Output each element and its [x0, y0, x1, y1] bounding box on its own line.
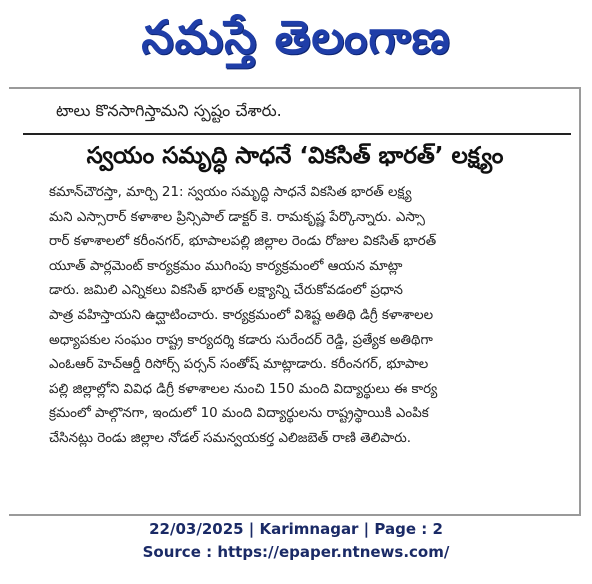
body-line: చేసినట్లు రెండు జిల్లాల నోడల్ సమన్వయకర్త ఎలిజబెత్ రాణి తెలిపారు. [49, 430, 412, 446]
body-line: ఎంఓఆర్ హెచ్ఆర్డీ రిసోర్స్ పర్సన్ సంతోష్ మాట్లాడారు. కరీంనగర్, భూపాల [49, 357, 429, 373]
lead-line: టాలు కొనసాగిస్తామని స్పష్టం చేశారు. [56, 101, 282, 120]
body-line: మని ఎస్సారార్ కళాశాల ప్రిన్సిపాల్ డాక్టర్ కె. రామకృష్ణ పేర్కొన్నారు. ఎస్సా [49, 209, 425, 225]
body-line: పల్లి జిల్లాల్లోని వివిధ డిగ్రీ కళాశాలల నుంచి 150 మంది విద్యార్థులు ఈ కార్య [49, 381, 438, 397]
body-line: యూత్ పార్లమెంట్ కార్యక్రమం ముగింపు కార్యక్రమంలో ఆయన మాట్లా [49, 258, 403, 274]
body-line: డారు. జమిలి ఎన్నికలు వికసిత్ భారత్ లక్ష్యాన్ని చేరుకోవడంలో ప్రధాన [49, 283, 403, 299]
newspaper-logo: నమస్తే తెలంగాణ [141, 10, 451, 64]
article-body [49, 181, 569, 452]
body-line: రార్ కళాశాలలో కరీంనగర్, భూపాలపల్లి జిల్లాల రెండు రోజుల వికసిత్ భారత్ [49, 234, 437, 250]
body-line: క్రమంలో పాల్గొనగా, ఇందులో 10 మంది విద్యార్థులను రాష్ట్రస్థాయికి ఎంపిక [49, 406, 429, 422]
headline-divider [23, 133, 571, 135]
publication-meta: 22/03/2025 | Karimnagar | Page : 2 [149, 520, 443, 538]
body-line: పాత్ర వహిస్తాయని ఉద్ఘాటించారు. కార్యక్రమంలో విశిష్ట అతిథి డిగ్రీ కళాశాలల [49, 307, 434, 323]
body-line: కమాన్‌చౌరస్తా, మార్చి 21: స్వయం సమృద్ధి సాధనే వికసిత భారత్ లక్ష్య [49, 185, 412, 200]
masthead [0, 0, 592, 78]
source-link[interactable]: Source : https://epaper.ntnews.com/ [142, 543, 450, 561]
footer [0, 518, 592, 564]
article-clipping [9, 87, 581, 516]
body-line: అధ్యాపకుల సంఘం రాష్ట్ర కార్యదర్శి కడారు సురేందర్ రెడ్డి, ప్రత్యేక అతిథిగా [49, 332, 433, 348]
article-headline: స్వయం సమృద్ధి సాధనే ‘వికసిత్ భారత్’ లక్ష్యం [86, 143, 504, 169]
